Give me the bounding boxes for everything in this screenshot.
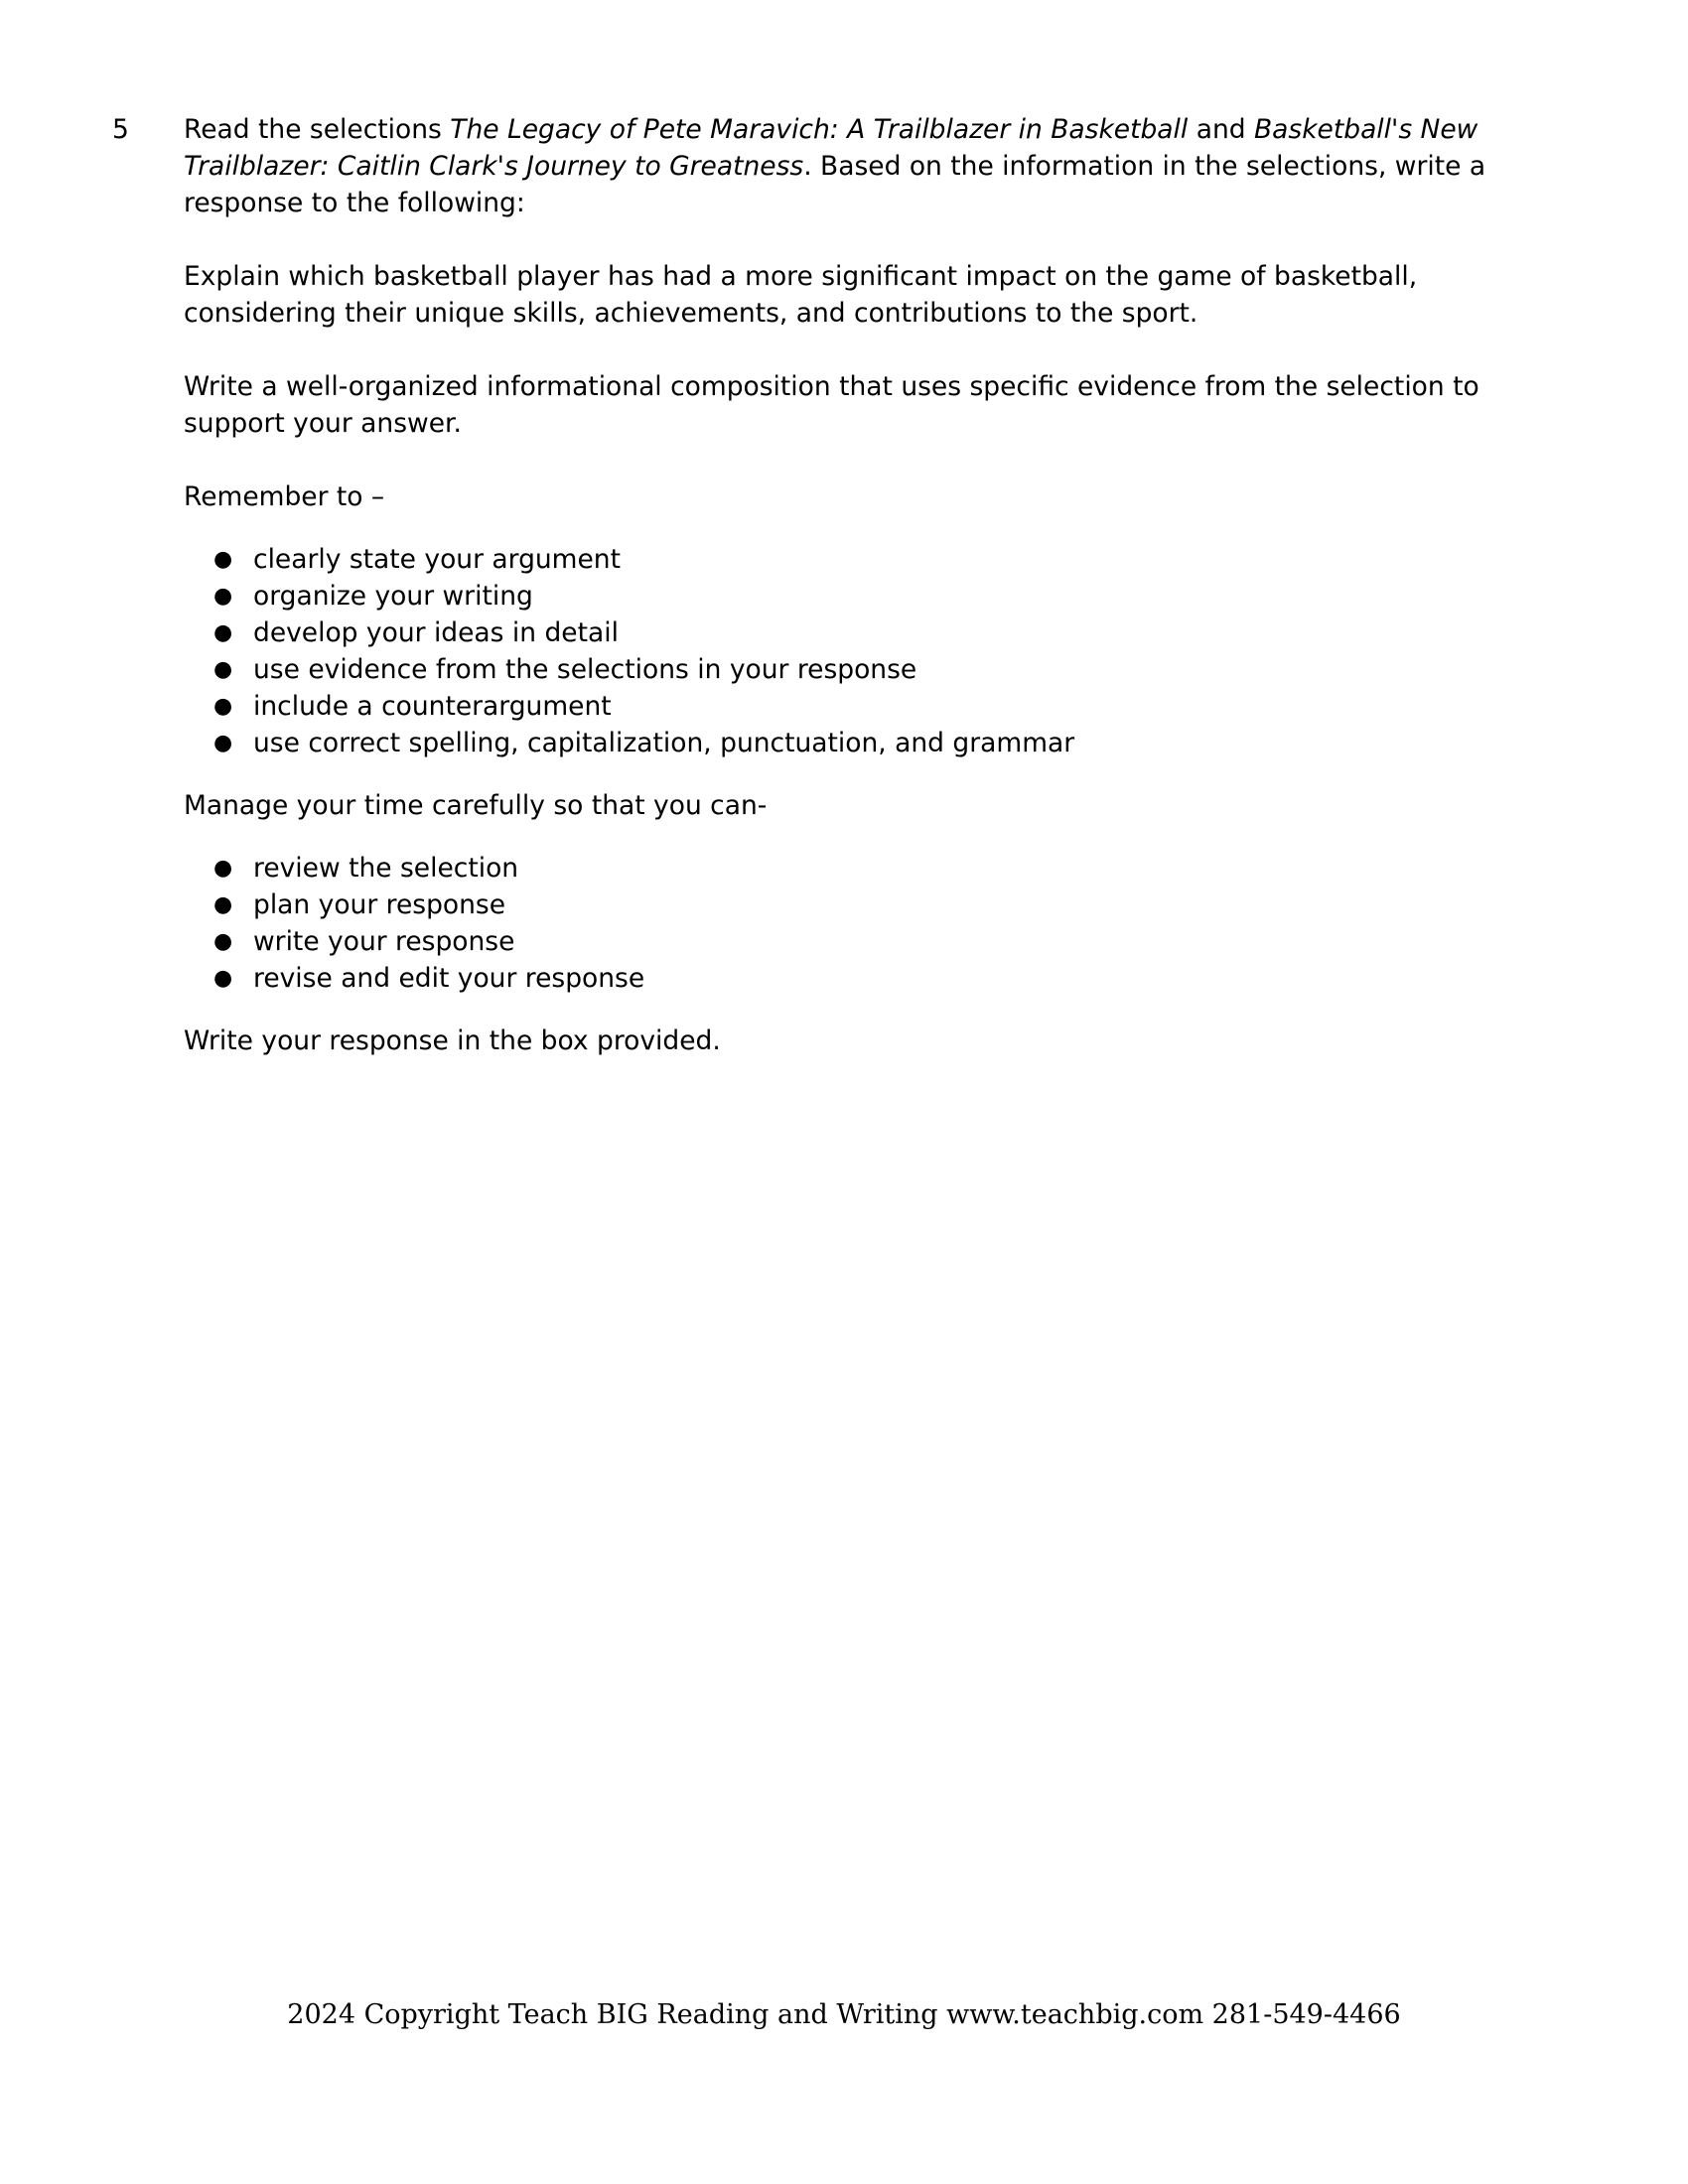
list-item [184, 725, 1522, 761]
bullet-icon: ● [213, 856, 233, 881]
list-item-label: use evidence from the selections in your response [253, 654, 917, 685]
list-item [184, 541, 1522, 578]
list-item-label: revise and edit your response [253, 963, 645, 994]
list-item [184, 651, 1522, 688]
composition-paragraph: Write a well-organized informational composition that uses specific evidence from the selection to support your answer. [184, 371, 1479, 439]
list-item-label: use correct spelling, capitalization, punctuation, and grammar [253, 728, 1075, 758]
bullet-icon: ● [213, 584, 233, 609]
manage-heading: Manage your time carefully so that you can- [184, 790, 768, 821]
intro-lead: Read the selections [184, 114, 451, 145]
list-item [184, 887, 1522, 923]
list-item-label: include a counterargument [253, 691, 612, 722]
list-item [184, 614, 1522, 651]
question-block [112, 111, 1522, 1059]
list-item-label: plan your response [253, 889, 506, 920]
bullet-icon: ● [213, 892, 233, 917]
selection-title-one: The Legacy of Pete Maravich: A Trailblazer in Basketball [450, 114, 1189, 145]
manage-list [184, 850, 1522, 997]
explain-paragraph: Explain which basketball player has had a more significant impact on the game of basketball, considering their unique skills, achievements, and contributions to the sport. [184, 261, 1418, 329]
list-item [184, 578, 1522, 614]
question-number: 5 [112, 114, 129, 145]
list-item [184, 850, 1522, 887]
remember-heading: Remember to – [184, 481, 385, 512]
bullet-icon: ● [213, 657, 233, 682]
list-item-label: write your response [253, 926, 515, 957]
bullet-icon: ● [213, 731, 233, 755]
intro-conjunction: and [1188, 114, 1254, 145]
closing-instruction: Write your response in the box provided. [184, 1025, 721, 1056]
bullet-icon: ● [213, 694, 233, 719]
list-item-label: develop your ideas in detail [253, 617, 619, 648]
selection-title-two: Basketball's New Trailblazer: Caitlin Clark's Journey to Greatness [184, 114, 1478, 182]
list-item-label: review the selection [253, 853, 519, 884]
bullet-icon: ● [213, 966, 233, 991]
list-item [184, 923, 1522, 960]
prompt-row [112, 111, 1522, 1059]
list-item [184, 960, 1522, 997]
bullet-icon: ● [213, 547, 233, 572]
page-footer: 2024 Copyright Teach BIG Reading and Writing www.teachbig.com 281-549-4466 [287, 1999, 1401, 2030]
bullet-icon: ● [213, 620, 233, 645]
intro-paragraph [184, 111, 1522, 221]
list-item-label: clearly state your argument [253, 544, 621, 575]
prompt-body [184, 111, 1522, 1059]
bullet-icon: ● [213, 929, 233, 954]
list-item-label: organize your writing [253, 581, 533, 612]
remember-list [184, 541, 1522, 761]
list-item [184, 688, 1522, 725]
intro-tail: . Based on the information in the selections, write a response to the following: [184, 151, 1486, 218]
